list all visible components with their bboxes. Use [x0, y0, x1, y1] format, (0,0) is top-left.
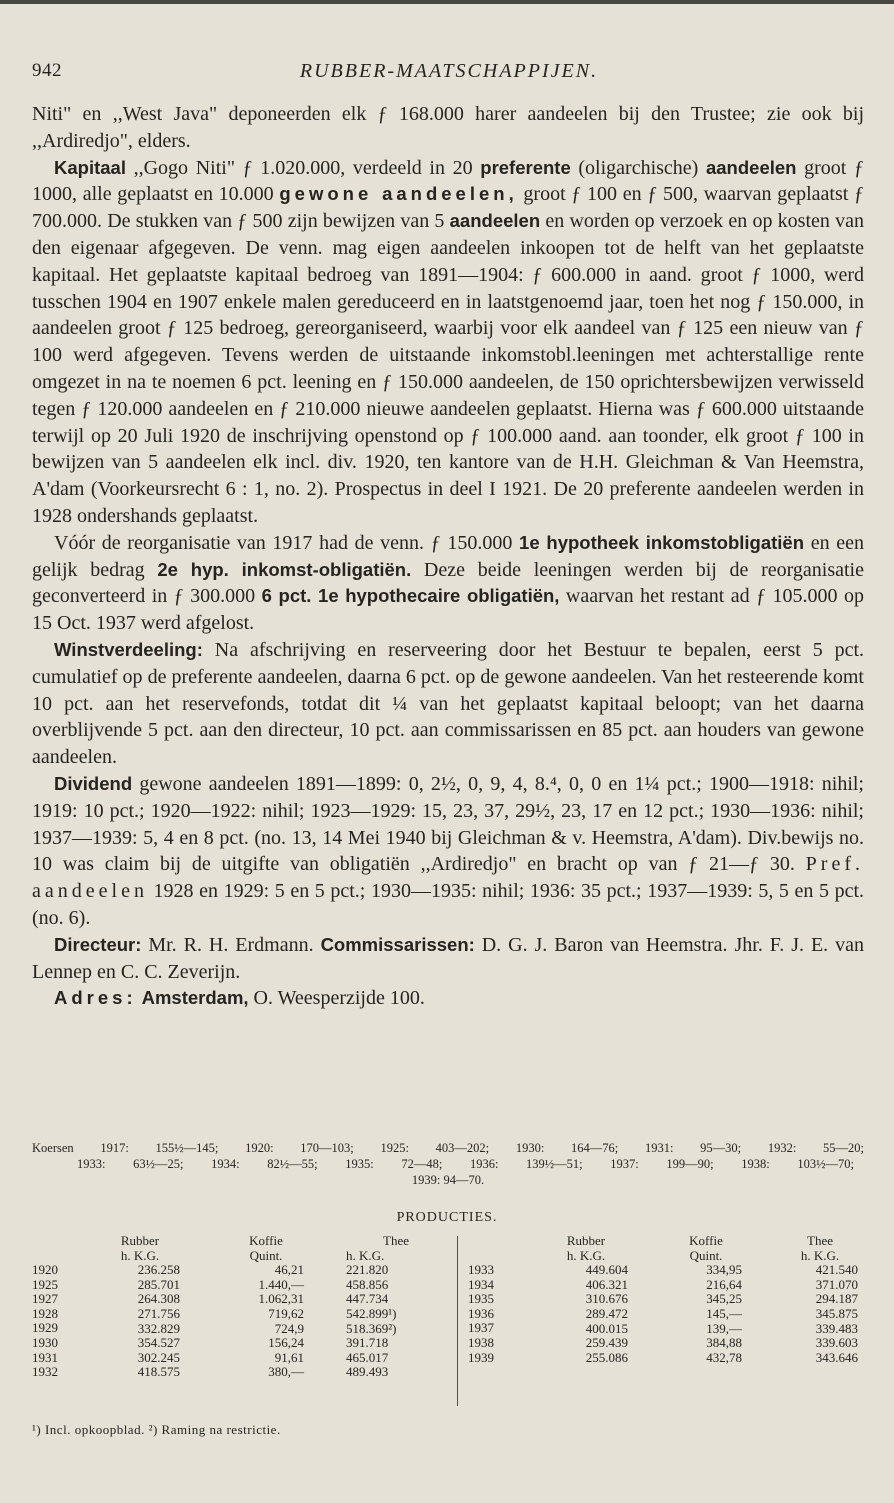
body-text — [32, 101, 864, 1012]
table-cell-koffie: 139,— — [706, 1320, 742, 1336]
table-cell-rubber: 289.472 — [585, 1305, 628, 1321]
table-cell-koffie: 719,62 — [268, 1305, 304, 1321]
table-cell-rubber: 332.829 — [137, 1320, 180, 1336]
bold-text: 2e hyp. inkomst-obligatiën. — [157, 558, 412, 580]
table-cell-thee: 458.856 — [346, 1276, 389, 1292]
table-cell-rubber: 310.676 — [585, 1291, 628, 1307]
col-koffie-left — [228, 1234, 304, 1380]
paragraph-winstverdeeling — [32, 637, 864, 771]
table-cell-year: 1928 — [32, 1305, 58, 1321]
bold-text: aandeelen — [705, 156, 797, 178]
koersen-line: Koersen 1917: 155½—145; 1920: 170—103; 1925: 403—202; 1930: 164—76; 1931: 95—30; 1932: 55—20; — [32, 1141, 864, 1155]
table-cell-year: 1930 — [32, 1334, 58, 1350]
table-cell-koffie: 432,78 — [706, 1349, 742, 1365]
paragraph-dividend — [32, 771, 864, 932]
table-cell-koffie: 345,25 — [706, 1291, 742, 1307]
top-rule — [0, 0, 894, 4]
header-unit: h. K.G. — [346, 1247, 385, 1263]
text: 1928 en 1929: 5 en 5 pct.; 1930—1935: nihil; 1936: 35 pct.; 1937—1939: 5, 5 en 5 pct. (no. 6). — [32, 880, 864, 929]
header-thee: Thee — [807, 1233, 833, 1248]
table-cell-thee: 391.718 — [346, 1335, 389, 1351]
header-unit: h. K.G. — [800, 1247, 840, 1263]
table-cell-rubber: 271.756 — [137, 1305, 180, 1321]
koersen-line: 1939: 94—70. — [411, 1173, 485, 1187]
table-cell-thee: 221.820 — [346, 1262, 389, 1278]
table-cell-koffie: 1.440,— — [258, 1276, 304, 1292]
text: ,,Gogo Niti" ƒ 1.020.000, verdeeld in 20 — [125, 156, 481, 179]
koersen-line: 1933: 63½—25; 1934: 82½—55; 1935: 72—48; 1936: 139½—51; 1937: 199—90; 1938: 103½—70; — [77, 1157, 854, 1171]
table-cell-year: 1934 — [468, 1276, 494, 1292]
header-koffie: Koffie — [689, 1233, 723, 1248]
bold-text: aandeelen — [449, 210, 541, 232]
text: (oligarchische) — [570, 156, 706, 179]
paragraph-adres — [32, 985, 864, 1012]
table-cell-year: 1938 — [468, 1334, 494, 1350]
table-cell-year: 1936 — [468, 1305, 494, 1321]
table-cell-year: 1939 — [468, 1349, 494, 1365]
col-rubber-left — [100, 1234, 180, 1380]
productien-title: PRODUCTIES. — [396, 1210, 498, 1225]
col-years-left — [32, 1234, 58, 1380]
text: D. G. J. Baron van Heemstra. Jhr. F. J. E. van Lennep en C. C. Zeverijn. — [32, 933, 864, 983]
table-cell-koffie: 334,95 — [706, 1262, 742, 1278]
table-cell-thee: 371.070 — [815, 1276, 858, 1292]
table-cell-rubber: 255.086 — [585, 1349, 628, 1365]
page-number: 942 — [32, 60, 62, 81]
header-koffie: Koffie — [249, 1233, 283, 1248]
table-cell-koffie: 156,24 — [268, 1335, 304, 1351]
table-cell-rubber: 400.015 — [585, 1320, 628, 1336]
col-thee-left — [346, 1234, 446, 1380]
table-cell-rubber: 418.575 — [137, 1364, 180, 1380]
table-cell-koffie: 145,— — [706, 1305, 742, 1321]
text: en worden op verzoek en op kosten van den eigenaar afgegeven. De venn. mag eigen aandeelen inkoopen tot de helft van het geplaatste kapitaal. Het geplaatste kapitaal bedroeg van 1891—1904: ƒ 600.000 in aand. groot ƒ 1000, werd tusschen 1904 en 1907 enkele malen gereduceerd en in laatstgenoemd jaar, toen het nog ƒ 150.000, in aandeelen groot ƒ 125 bedroeg, gereorganiseerd, waarbij voor elk aandeel van ƒ 125 een nieuw van ƒ 100 werd afgegeven. Tevens werden de uitstaande inkomstobl.leeningen met achterstallige rente omgezet in na te noemen 6 pct. leening en ƒ 150.000 aandeelen, de 150 oprichtersbewijzen verwisseld tegen ƒ 120.000 aandeelen en ƒ 210.000 nieuwe aandeelen geplaatst. Hierna was ƒ 600.000 uitstaande terwijl op 20 Juli 1920 de inschrijving openstond op ƒ 100.000 aand. aan toonder, elk groot ƒ 100 in bewijzen van 5 aandeelen elk incl. div. 1920, ten kantore van de H.H. Gleichman & Van Heemstra, A'dam (Voorkeursrecht 6 : 1, no. 2). Prospectus in deel I 1921. De 20 preferente aandeelen werden in 1928 ondershands geplaatst. — [32, 210, 864, 527]
table-cell-year: 1937 — [468, 1320, 494, 1336]
paragraph-continuation — [32, 101, 864, 155]
table-cell-year: 1935 — [468, 1291, 494, 1307]
table-cell-thee: 421.540 — [815, 1262, 858, 1278]
label-kapitaal: Kapitaal — [54, 156, 126, 178]
text: waarvan het restant ad ƒ 105.000 op 15 Oct. 1937 werd afgelost. — [32, 585, 865, 635]
table-cell-year: 1933 — [468, 1262, 494, 1277]
header-unit: h. K.G. — [566, 1247, 606, 1263]
table-cell-koffie: 91,61 — [274, 1349, 304, 1365]
header-rubber: Rubber — [120, 1233, 160, 1248]
table-cell-rubber: 264.308 — [137, 1291, 180, 1307]
table-cell-rubber: 285.701 — [137, 1276, 180, 1292]
table-cell-year: 1929 — [32, 1320, 58, 1336]
table-cell-thee: 339.603 — [815, 1335, 858, 1351]
table-cell-thee: 518.369²) — [346, 1320, 397, 1336]
table-cell-koffie: 724,9 — [274, 1320, 304, 1336]
text: gewone aandeelen 1891—1899: 0, 2½, 0, 9, 4, 8.⁴, 0, 0 en 1¼ pct.; 1900—1918: nihil; 1919: 10 pct.; 1920—1922: nihil; 1923—1929: 15, 23, 37, 29½, 23, 17 en 12 pct.; 1930—1936: nihil; 1937—1939: 5, 4 en 8 pct. (no. 13, 14 Mei 1940 bij Gleichman & v. Heemstra, A'dam). Div.bewijs no. 10 was claim bij de uitgifte van obligatiën ,,Ardiredjo" en bracht op van ƒ 21—ƒ 30. — [32, 772, 864, 876]
spaced-text: gewone aandeelen, — [279, 183, 518, 205]
table-cell-rubber: 406.321 — [585, 1276, 628, 1292]
page-header — [32, 60, 866, 90]
col-thee-right — [782, 1234, 858, 1365]
table-cell-koffie: 46,21 — [274, 1262, 304, 1278]
table-cell-thee: 339.483 — [815, 1320, 858, 1336]
table-divider — [457, 1236, 458, 1406]
table-cell-koffie: 384,88 — [706, 1335, 742, 1351]
text: O. Weesperzijde 100. — [248, 987, 425, 1010]
text: groot ƒ 100 en ƒ 500, waarvan geplaatst ƒ 700.000. De stukken van ƒ 500 zijn bewijzen van 5 — [32, 183, 864, 233]
paragraph-reorganisatie — [32, 530, 864, 637]
table-cell-year: 1927 — [32, 1291, 58, 1307]
header-thee: Thee — [383, 1233, 409, 1248]
table-cell-thee: 345.875 — [815, 1305, 858, 1321]
text: en een gelijk bedrag — [32, 531, 864, 581]
label-directeur: Directeur: — [54, 933, 142, 955]
col-koffie-right — [670, 1234, 742, 1365]
table-cell-year: 1920 — [32, 1262, 58, 1277]
col-rubber-right — [544, 1234, 628, 1365]
table-cell-rubber: 449.604 — [585, 1262, 628, 1278]
spaced-text: Pref. aandeelen — [32, 853, 864, 903]
table-cell-year: 1932 — [32, 1364, 58, 1380]
table-cell-rubber: 302.245 — [137, 1349, 180, 1365]
paragraph-bestuur — [32, 932, 864, 986]
table-cell-rubber: 354.527 — [137, 1335, 180, 1351]
table-cell-thee: 343.646 — [815, 1349, 858, 1365]
table-cell-year: 1925 — [32, 1276, 58, 1292]
running-title: RUBBER-MAATSCHAPPIJEN. — [299, 60, 599, 82]
header-unit: Quint. — [689, 1247, 723, 1263]
table-cell-thee: 447.734 — [346, 1291, 389, 1307]
label-dividend: Dividend — [54, 772, 133, 794]
table-cell-thee: 465.017 — [346, 1349, 389, 1365]
col-years-right — [468, 1234, 494, 1365]
label-winstverdeeling: Winstverdeeling: — [54, 638, 203, 660]
text: Na afschrijving en reserveering door het Bestuur te bepalen, eerst 5 pct. cumulatief op de preferente aandeelen, daarna 6 pct. op de gewone aandeelen. Van het resteerende komt 10 pct. aan het reservefonds, totdat dit ¼ van het geplaatst kapitaal beloopt; van het daarna overblijvende 5 pct. aan den directeur, 10 pct. aan commissarissen en 85 pct. aan houders van gewone aandeelen. — [32, 638, 864, 769]
table-cell-thee: 294.187 — [815, 1291, 858, 1307]
city: Amsterdam, — [141, 987, 249, 1009]
footnotes: ¹) Incl. opkoopblad. ²) Raming na restrictie. — [32, 1422, 281, 1437]
table-cell-thee: 542.899¹) — [346, 1305, 397, 1321]
table-cell-koffie: 216,64 — [706, 1276, 742, 1292]
header-rubber: Rubber — [566, 1233, 606, 1248]
text: Mr. R. H. Erdmann. — [141, 933, 321, 956]
bold-text: preferente — [480, 156, 571, 178]
bold-text: 6 pct. 1e hypothecaire obligatiën, — [261, 585, 560, 607]
bold-text: 1e hypotheek inkomstobligatiën — [519, 531, 805, 553]
paragraph-text: Niti" en ,,West Java" deponeerden elk ƒ 168.000 harer aandeelen bij den Trustee; zie ook bij ,,Ardiredjo", elders. — [32, 103, 864, 152]
table-cell-rubber: 259.439 — [585, 1335, 628, 1351]
koersen-block — [32, 1140, 864, 1188]
table-cell-koffie: 1.062,31 — [258, 1291, 304, 1307]
table-cell-rubber: 236.258 — [137, 1262, 180, 1278]
table-cell-koffie: 380,— — [268, 1364, 304, 1380]
header-unit: Quint. — [249, 1247, 283, 1263]
table-cell-thee: 489.493 — [346, 1364, 389, 1380]
table-cell-year: 1931 — [32, 1349, 58, 1365]
header-unit: h. K.G. — [120, 1247, 160, 1263]
label-commissarissen: Commissarissen: — [320, 933, 475, 955]
paragraph-kapitaal — [32, 155, 864, 530]
text: groot ƒ 1000, alle geplaatst en 10.000 — [32, 156, 864, 206]
label-adres: Adres: — [54, 987, 137, 1009]
text: Vóór de reorganisatie van 1917 had de venn. ƒ 150.000 — [54, 531, 520, 554]
text: Deze beide leeningen werden bij de reorganisatie geconverteerd in ƒ 300.000 — [32, 558, 864, 608]
